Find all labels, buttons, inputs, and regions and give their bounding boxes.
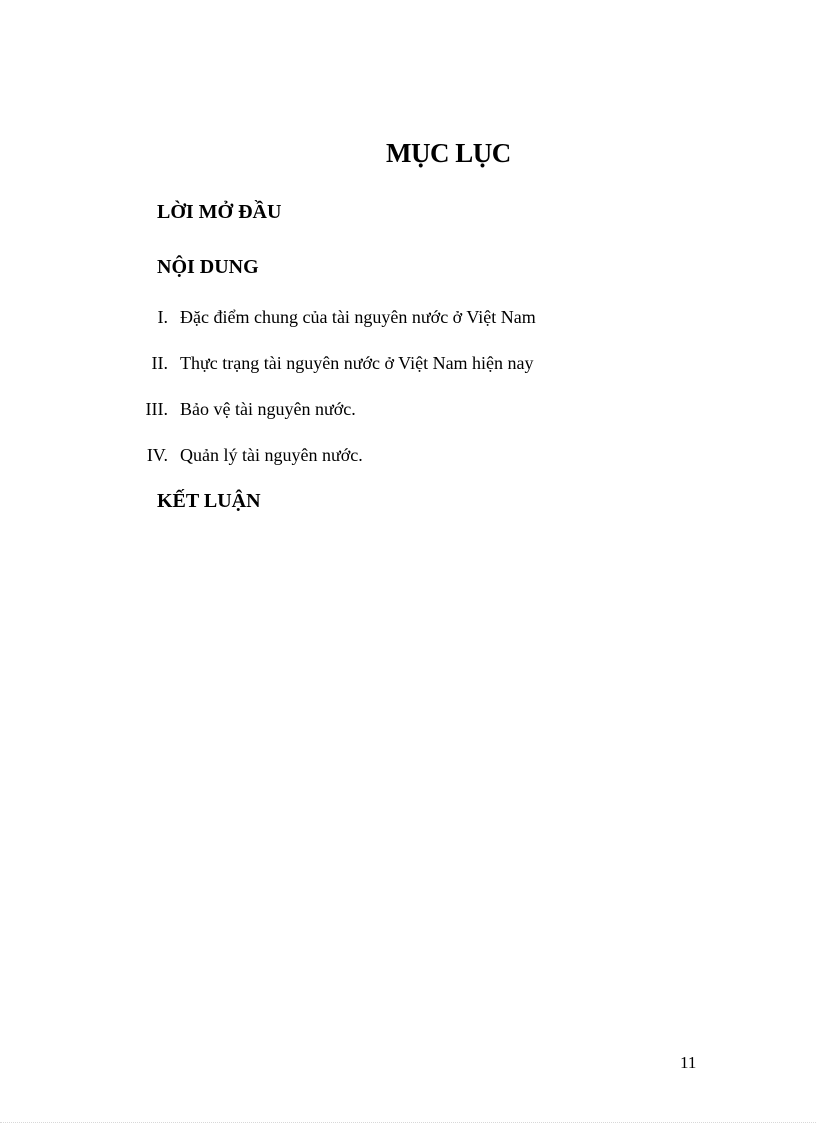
toc-item — [0, 307, 816, 331]
toc-item-number: II. — [151, 353, 168, 373]
page-title: MỤC LỤC — [386, 138, 511, 168]
toc-item-text: Đặc điểm chung của tài nguyên nước ở Việt Nam — [180, 307, 536, 327]
section-heading-conclusion: KẾT LUẬN — [157, 490, 261, 512]
toc-item-number: IV. — [146, 445, 168, 465]
toc-item — [0, 399, 816, 423]
toc-item-number: III. — [145, 399, 168, 419]
section-heading-content: NỘI DUNG — [157, 256, 259, 278]
toc-item-text: Thực trạng tài nguyên nước ở Việt Nam hiện nay — [180, 353, 534, 373]
toc-item-text: Quản lý tài nguyên nước. — [180, 445, 363, 465]
toc-item — [0, 445, 816, 469]
toc-item-text: Bảo vệ tài nguyên nước. — [180, 399, 356, 419]
page-number: 11 — [680, 1053, 697, 1072]
toc-item-number: I. — [157, 307, 168, 327]
toc-item — [0, 353, 816, 377]
section-heading-intro: LỜI MỞ ĐẦU — [157, 201, 282, 223]
